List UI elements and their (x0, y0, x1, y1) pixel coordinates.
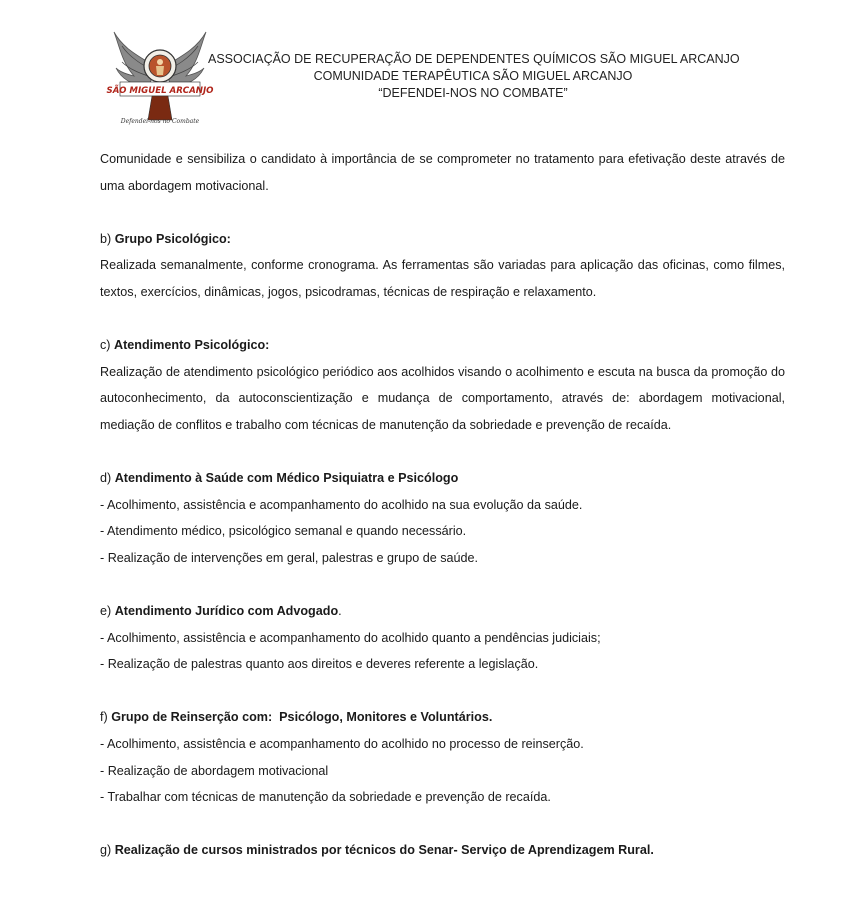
list-item: - Atendimento médico, psicológico semanal e quando necessário. (100, 524, 467, 539)
list-item: - Acolhimento, assistência e acompanhamento do acolhido no processo de reinserção. (100, 737, 584, 752)
list-item: - Realização de palestras quanto aos direitos e deveres referente a legislação. (100, 657, 539, 672)
section-b-body: Realizada semanalmente, conforme cronograma. As ferramentas são variadas para aplicação das oficinas, como filmes, textos, exercícios, dinâmicas, jogos, psicodramas, técnicas de respiração e relaxamento. (100, 258, 785, 299)
section-f-heading (100, 704, 785, 731)
section-c-body: Realização de atendimento psicológico periódico aos acolhidos visando o acolhimento e escuta na busca da promoção do autoconhecimento, da autoconscientização e mudança de comportamento, através de: abordagem motivacional, mediação de conflitos e trabalho com técnicas de manutenção da sobriedade e prevenção de recaída. (100, 364, 785, 432)
list-item: - Acolhimento, assistência e acompanhamento do acolhido na sua evolução da saúde. (100, 497, 583, 512)
header-title-block (208, 51, 738, 102)
list-item: - Realização de intervenções em geral, palestras e grupo de saúde. (100, 550, 479, 565)
intro-paragraph: Comunidade e sensibiliza o candidato à importância de se comprometer no tratamento para efetivação deste através de uma abordagem motivacional. (100, 152, 785, 193)
header-line-3: “DEFENDEI-NOS NO COMBATE” (378, 86, 568, 100)
section-f-prefix: f) (100, 710, 112, 725)
section-b-heading (100, 226, 785, 253)
section-f-title: Grupo de Reinserção com: Psicólogo, Monitores e Voluntários. (111, 710, 493, 725)
logo-text-overlay (106, 28, 214, 132)
section-b-prefix: b) (100, 231, 115, 246)
section-c-prefix: c) (100, 338, 114, 353)
logo-tagline: Defendei-nos no Combate (120, 118, 200, 125)
list-item: - Realização de abordagem motivacional (100, 763, 329, 778)
section-e-prefix: e) (100, 604, 115, 619)
document-header (0, 0, 865, 140)
section-g-heading (100, 837, 785, 864)
header-line-1: ASSOCIAÇÃO DE RECUPERAÇÃO DE DEPENDENTES QUÍMICOS SÃO MIGUEL ARCANJO (208, 52, 740, 66)
section-g-prefix: g) (100, 843, 115, 858)
header-line-2: COMUNIDADE TERAPÊUTICA SÃO MIGUEL ARCANJO (313, 69, 633, 83)
section-d-title: Atendimento à Saúde com Médico Psiquiatra e Psicólogo (114, 471, 459, 486)
list-item: - Trabalhar com técnicas de manutenção da sobriedade e prevenção de recaída. (100, 790, 551, 805)
section-e-title: Atendimento Jurídico com Advogado (114, 604, 339, 619)
section-b-title: Grupo Psicológico: (114, 231, 231, 246)
section-e-suffix: . (338, 604, 342, 619)
section-c-heading (100, 332, 785, 359)
section-d-prefix: d) (100, 471, 115, 486)
list-item: - Acolhimento, assistência e acompanhamento do acolhido quanto a pendências judiciais; (100, 630, 601, 645)
logo (106, 28, 214, 132)
section-g-title: Realização de cursos ministrados por técnicos do Senar- Serviço de Aprendizagem Rural. (114, 843, 654, 858)
document-body (100, 146, 785, 864)
section-c-title: Atendimento Psicológico: (114, 338, 270, 353)
section-d-heading (100, 465, 785, 492)
section-e-heading (100, 598, 785, 625)
logo-title: SÃO MIGUEL ARCANJO (106, 86, 214, 96)
